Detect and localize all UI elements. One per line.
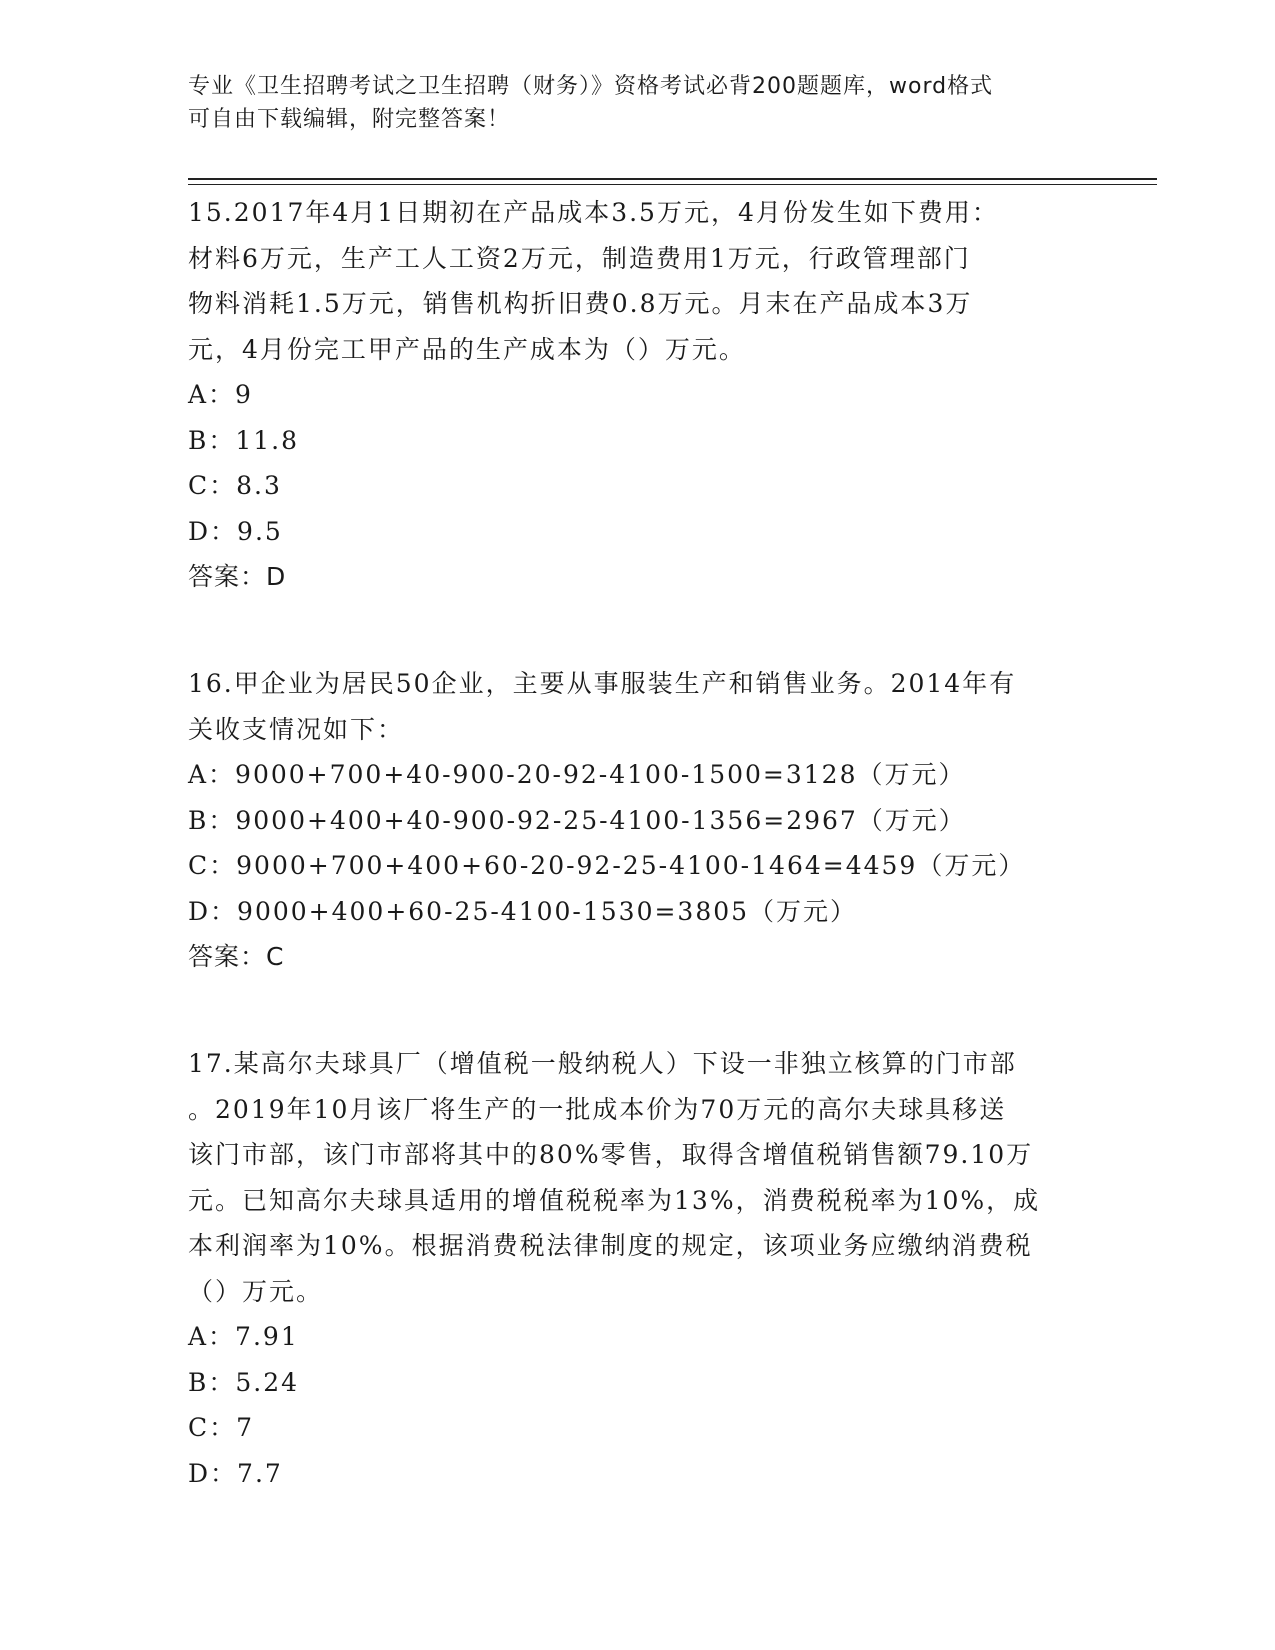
option-b: B：9000+400+40-900-92-25-4100-1356=2967（万元） <box>188 805 966 835</box>
option-b: B：11.8 <box>188 425 300 455</box>
question-stem-line: 材料6万元，生产工人工资2万元，制造费用1万元，行政管理部门 <box>188 243 971 273</box>
header-divider-thin <box>188 184 1157 185</box>
option-c: C：9000+700+400+60-20-92-25-4100-1464=4459（万元） <box>188 851 1026 880</box>
question-stem-line: 元，4月份完工甲产品的生产成本为（）万元。 <box>188 334 746 364</box>
option-a: A：9000+700+40-900-20-92-4100-1500=3128（万元） <box>188 760 966 789</box>
option-b: B：5.24 <box>188 1367 300 1397</box>
answer-line: 答案：C <box>188 942 285 971</box>
question-stem-line: 。2019年10月该厂将生产的一批成本价为70万元的高尔夫球具移送 <box>188 1094 1007 1124</box>
option-d: D：9000+400+60-25-4100-1530=3805（万元） <box>188 896 858 926</box>
answer-line: 答案：D <box>188 562 287 591</box>
header-line-2: 可自由下载编辑，附完整答案！ <box>188 107 511 132</box>
question-stem-line: 元。已知高尔夫球具适用的增值税税率为13%，消费税税率为10%，成 <box>188 1185 1041 1215</box>
question-stem-line: 17.某高尔夫球具厂（增值税一般纳税人）下设一非独立核算的门市部 <box>188 1049 1017 1078</box>
document-header <box>188 70 1068 136</box>
option-c: C：8.3 <box>188 471 282 500</box>
header-line-1: 专业《卫生招聘考试之卫生招聘（财务）》资格考试必背200题题库，word格式 <box>188 74 994 99</box>
question-stem-line: 物料消耗1.5万元，销售机构折旧费0.8万元。月末在产品成本3万 <box>188 289 973 318</box>
question-15 <box>188 190 1088 600</box>
option-d: D：7.7 <box>188 1458 283 1488</box>
question-stem-line: （）万元。 <box>188 1276 324 1306</box>
option-d: D：9.5 <box>188 516 283 546</box>
question-stem-line: 关收支情况如下： <box>188 714 405 744</box>
question-stem-line: 该门市部，该门市部将其中的80%零售，取得含增值税销售额79.10万 <box>188 1140 1034 1169</box>
question-stem-line: 16.甲企业为居民50企业，主要从事服装生产和销售业务。2014年有 <box>188 669 1017 698</box>
question-16 <box>188 661 1088 980</box>
question-stem-line: 15.2017年4月1日期初在产品成本3.5万元，4月份发生如下费用： <box>188 198 999 227</box>
header-divider-thick <box>188 178 1157 180</box>
question-17 <box>188 1041 1088 1496</box>
question-list <box>188 190 1088 1557</box>
question-stem-line: 本利润率为10%。根据消费税法律制度的规定，该项业务应缴纳消费税 <box>188 1231 1033 1260</box>
option-a: A：9 <box>188 380 253 409</box>
option-c: C：7 <box>188 1413 255 1442</box>
option-a: A：7.91 <box>188 1322 299 1351</box>
